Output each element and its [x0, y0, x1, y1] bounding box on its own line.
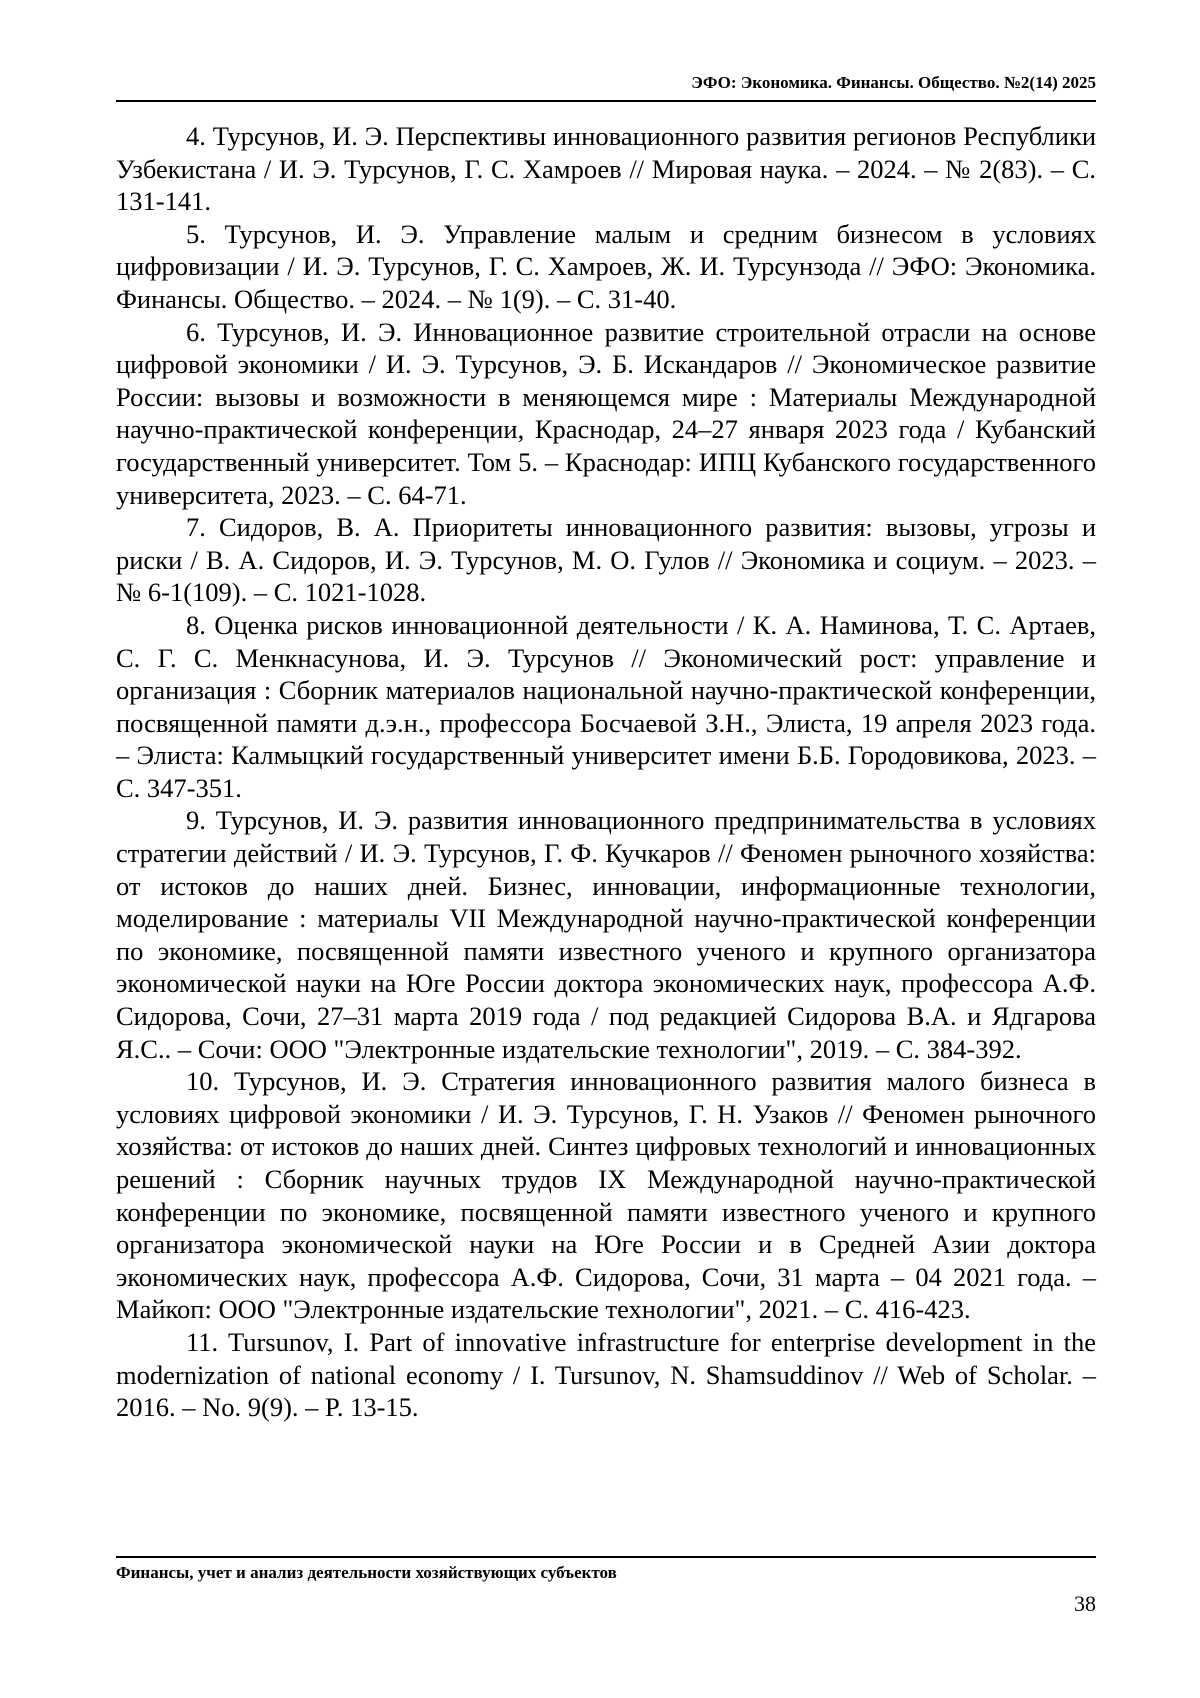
reference-text: Tursunov, I. Part of innovative infrastructure for enterprise development in the modernization of national economy / I. Tursunov, N. Shamsuddinov // Web of Scholar. – 2016. – No. 9(9). – P. 13-15.	[116, 1327, 1096, 1422]
reference-text: Турсунов, И. Э. развития инновационного предпринимательства в условиях стратегии действий / И. Э. Турсунов, Г. Ф. Кучкаров // Феномен рыночного хозяйства: от истоков до наших дней. Бизнес, инновации, информационные технологии, моделирование : материалы VII Международной научно-практической конференции по экономике, посвященной памяти известного ученого и крупного организатора экономической науки на Юге России доктора экономических наук, профессора А.Ф. Сидорова, Сочи, 27–31 марта 2019 года / под редакцией Сидорова В.А. и Ядгарова Я.С.. – Сочи: ООО "Электронные издательские технологии", 2019. – С. 384-392.	[116, 805, 1096, 1063]
reference-text: Оценка рисков инновационной деятельности / К. А. Наминова, Т. С. Артаев, С. Г. С. Менкнасунова, И. Э. Турсунов // Экономический рост: управление и организация : Сборник материалов национальной научно-практической конференции, посвященной памяти д.э.н., профессора Босчаевой З.Н., Элиста, 19 апреля 2023 года. – Элиста: Калмыцкий государственный университет имени Б.Б. Городовикова, 2023. – С. 347-351.	[116, 610, 1096, 803]
reference-item	[116, 120, 1096, 218]
reference-item	[116, 316, 1096, 512]
reference-item	[116, 218, 1096, 316]
reference-number: 10.	[186, 1066, 219, 1096]
reference-number: 9.	[186, 805, 206, 835]
reference-number: 4.	[186, 121, 206, 151]
reference-number: 5.	[186, 219, 206, 249]
reference-text: Турсунов, И. Э. Перспективы инновационного развития регионов Республики Узбекистана / И. Э. Турсунов, Г. С. Хамроев // Мировая наука. – 2024. – № 2(83). – С. 131-141.	[116, 121, 1096, 216]
reference-text: Сидоров, В. А. Приоритеты инновационного развития: вызовы, угрозы и риски / В. А. Сидоров, И. Э. Турсунов, М. О. Гулов // Экономика и социум. – 2023. – № 6-1(109). – С. 1021-1028.	[116, 512, 1096, 607]
journal-page	[0, 0, 1200, 1698]
running-header: ЭФО: Экономика. Финансы. Общество. №2(14) 2025	[116, 72, 1096, 94]
reference-number: 7.	[186, 512, 206, 542]
footer-divider	[116, 1556, 1096, 1558]
reference-item	[116, 609, 1096, 805]
reference-item	[116, 511, 1096, 609]
header-divider	[116, 100, 1096, 102]
reference-text: Турсунов, И. Э. Стратегия инновационного развития малого бизнеса в условиях цифровой экономики / И. Э. Турсунов, Г. Н. Узаков // Феномен рыночного хозяйства: от истоков до наших дней. Синтез цифровых технологий и инновационных решений : Сборник научных трудов IX Международной научно-практической конференции по экономике, посвященной памяти известного ученого и крупного организатора экономической науки на Юге России и в Средней Азии доктора экономических наук, профессора А.Ф. Сидорова, Сочи, 31 марта – 04 2021 года. – Майкоп: ООО "Электронные издательские технологии", 2021. – С. 416-423.	[116, 1066, 1096, 1324]
reference-number: 8.	[186, 610, 206, 640]
running-footer: Финансы, учет и анализ деятельности хозяйствующих субъектов	[116, 1562, 617, 1584]
reference-list	[116, 120, 1096, 1424]
reference-number: 6.	[186, 317, 206, 347]
page-number: 38	[1074, 1591, 1096, 1617]
reference-item	[116, 1326, 1096, 1424]
reference-item	[116, 804, 1096, 1065]
reference-text: Турсунов, И. Э. Инновационное развитие строительной отрасли на основе цифровой экономики / И. Э. Турсунов, Э. Б. Искандаров // Экономическое развитие России: вызовы и возможности в меняющемся мире : Материалы Международной научно-практической конференции, Краснодар, 24–27 января 2023 года / Кубанский государственный университет. Том 5. – Краснодар: ИПЦ Кубанского государственного университета, 2023. – С. 64-71.	[116, 317, 1096, 510]
reference-number: 11.	[186, 1327, 218, 1357]
reference-text: Турсунов, И. Э. Управление малым и средним бизнесом в условиях цифровизации / И. Э. Турсунов, Г. С. Хамроев, Ж. И. Турсунзода // ЭФО: Экономика. Финансы. Общество. – 2024. – № 1(9). – С. 31-40.	[116, 219, 1096, 314]
reference-item	[116, 1065, 1096, 1326]
